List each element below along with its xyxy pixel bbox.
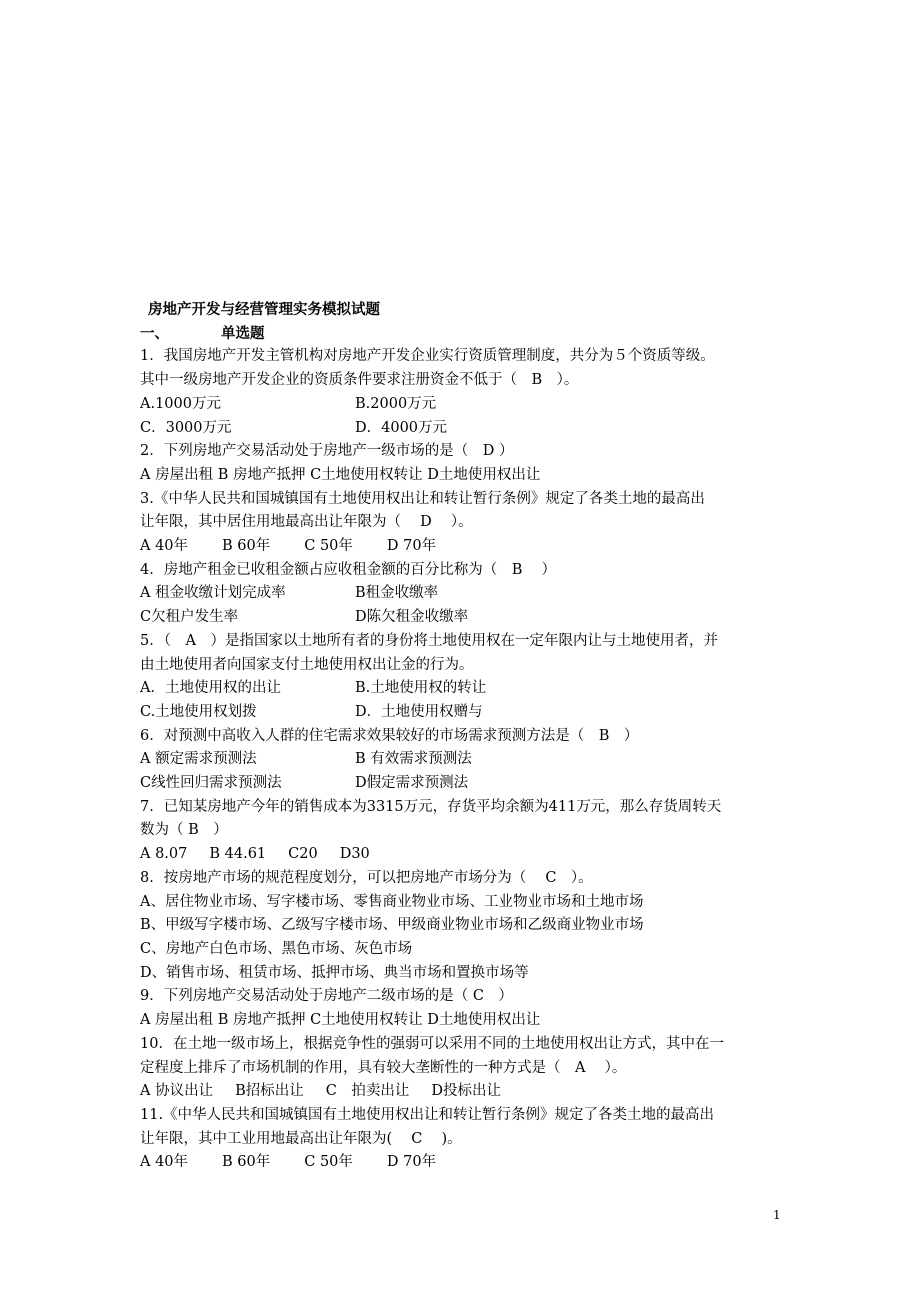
question-5-line1: 5．（ A ）是指国家以土地所有者的身份将土地使用权在一定年限内让与土地使用者，并 [140, 632, 718, 649]
option-d: D．土地使用权赠与 [355, 703, 483, 720]
question-10-line2: 定程度上排斥了市场机制的作用，具有较大垄断性的一种方式是（ A ）。 [140, 1059, 627, 1076]
option-b: B 44.61 [209, 846, 267, 863]
question-8-option-a: A、居住物业市场、写字楼市场、零售商业物业市场、工业物业市场和土地市场 [140, 893, 644, 910]
question-8-stem: 8．按房地产市场的规范程度划分，可以把房地产市场分为（ C ）。 [140, 869, 593, 886]
option-b: B 有效需求预测法 [355, 751, 472, 768]
question-10-line1: 10．在土地一级市场上，根据竞争性的强弱可以采用不同的土地使用权出让方式，其中在一 [140, 1035, 724, 1052]
option-d: D．4000万元 [355, 419, 448, 436]
question-8-option-d: D、销售市场、租赁市场、抵押市场、典当市场和置换市场等 [140, 964, 529, 981]
option-b: B.土地使用权的转让 [355, 680, 487, 697]
question-1-line2: 其中一级房地产开发企业的资质条件要求注册资金不低于（ B ）。 [140, 372, 579, 389]
question-2-options: A 房屋出租 B 房地产抵押 C土地使用权转让 D土地使用权出让 [140, 466, 541, 483]
question-4-stem: 4．房地产租金已收租金额占应收租金额的百分比称为（ B ） [140, 561, 556, 578]
option-a: A．土地使用权的出让 [140, 680, 281, 697]
option-d: D投标出让 [431, 1083, 501, 1100]
option-b: B 60年 [222, 538, 271, 555]
question-3-options [140, 535, 790, 559]
option-d: D陈欠租金收缴率 [355, 609, 469, 626]
option-c: C线性回归需求预测法 [140, 775, 282, 792]
option-d: D30 [339, 846, 370, 863]
question-4-options-ab [140, 582, 790, 606]
question-7-line1: 7．已知某房地产今年的销售成本为3315万元，存货平均余额为411万元，那么存货周转天 [140, 798, 722, 815]
option-d: D 70年 [386, 538, 437, 555]
option-a: A 8.07 [140, 846, 188, 863]
question-11-line1: 11.《中华人民共和国城镇国有土地使用权出让和转让暂行条例》规定了各类土地的最高出 [140, 1106, 715, 1123]
option-a: A 协议出让 [140, 1083, 214, 1100]
option-b: B租金收缴率 [355, 585, 439, 602]
option-a: A 40年 [140, 1154, 189, 1171]
question-3-line1: 3.《中华人民共和国城镇国有土地使用权出让和转让暂行条例》规定了各类土地的最高出 [140, 490, 705, 507]
section-name: 单选题 [221, 324, 265, 342]
question-5-options-cd [140, 701, 790, 725]
document-page [140, 298, 790, 1175]
option-a: A.1000万元 [140, 395, 221, 412]
question-8-option-c: C、房地产白色市场、黑色市场、灰色市场 [140, 940, 413, 957]
option-c: C 50年 [304, 538, 353, 555]
section-number: 一、 [140, 324, 169, 342]
question-5-line2: 由土地使用者向国家支付土地使用权出让金的行为。 [140, 656, 474, 673]
question-9-stem: 9．下列房地产交易活动处于房地产二级市场的是（ C ） [140, 988, 513, 1005]
question-6-options-cd [140, 772, 790, 796]
option-d: D 70年 [386, 1154, 437, 1171]
option-b: B招标出让 [235, 1083, 304, 1100]
question-6-stem: 6．对预测中高收入人群的住宅需求效果较好的市场需求预测方法是（ B ） [140, 727, 639, 744]
option-c: C欠租户发生率 [140, 609, 239, 626]
page-number: 1 [773, 1208, 781, 1222]
question-1-options-ab [140, 393, 790, 417]
option-c: C．3000万元 [140, 419, 232, 436]
document-title: 房地产开发与经营管理实务模拟试题 [148, 301, 380, 318]
question-4-options-cd [140, 606, 790, 630]
option-a: A 额定需求预测法 [140, 751, 257, 768]
question-5-options-ab [140, 677, 790, 701]
section-heading [140, 322, 790, 346]
option-a: A 租金收缴计划完成率 [140, 585, 286, 602]
question-10-options [140, 1080, 790, 1104]
question-3-line2: 让年限，其中居住用地最高出让年限为（ D ）。 [140, 514, 473, 531]
question-1-line1: 1．我国房地产开发主管机构对房地产开发企业实行资质管理制度，共分为５个资质等级。 [140, 348, 715, 365]
question-7-options [140, 843, 790, 867]
option-b: B 60年 [222, 1154, 271, 1171]
question-8-option-b: B、甲级写字楼市场、乙级写字楼市场、甲级商业物业市场和乙级商业物业市场 [140, 917, 644, 934]
question-7-line2: 数为（ B ） [140, 822, 228, 839]
question-11-options [140, 1151, 790, 1175]
option-d: D假定需求预测法 [355, 775, 469, 792]
question-6-options-ab [140, 748, 790, 772]
option-b: B.2000万元 [355, 395, 437, 412]
option-c: C 拍卖出让 [325, 1083, 410, 1100]
option-c: C20 [288, 846, 318, 863]
option-c: C.土地使用权划拨 [140, 703, 257, 720]
option-a: A 40年 [140, 538, 189, 555]
question-11-line2: 让年限，其中工业用地最高出让年限为( C )。 [140, 1130, 462, 1147]
question-9-options: A 房屋出租 B 房地产抵押 C土地使用权转让 D土地使用权出让 [140, 1012, 541, 1029]
question-1-options-cd [140, 417, 790, 441]
option-c: C 50年 [304, 1154, 353, 1171]
question-2-stem: 2．下列房地产交易活动处于房地产一级市场的是（ D ） [140, 443, 514, 460]
